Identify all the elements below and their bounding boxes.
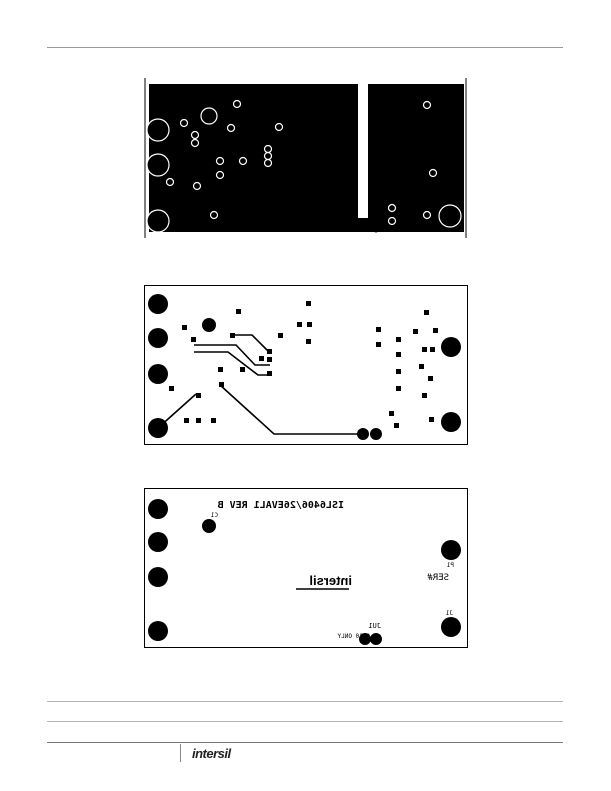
header-rule bbox=[47, 47, 563, 48]
pcb-bottom-layer-image bbox=[144, 285, 468, 445]
silkscreen-ser-label: SER# bbox=[427, 573, 449, 583]
footer-logo-separator bbox=[180, 744, 181, 762]
silkscreen-ref-p1: P1 bbox=[446, 562, 454, 569]
footer-brand-logo bbox=[180, 744, 260, 768]
pcb-ground-layer-image bbox=[144, 78, 468, 238]
silkscreen-board-title: ISL6406/26EVAL1 REV B bbox=[217, 500, 344, 511]
silkscreen-lot-text: 6410 ONLY bbox=[337, 633, 370, 640]
silkscreen-ref-j1: J1 bbox=[445, 610, 453, 617]
silkscreen-jumper-label: JU1 bbox=[368, 622, 381, 630]
silkscreen-ref-c1: C1 bbox=[210, 512, 218, 519]
footer-rule-1 bbox=[47, 701, 563, 702]
pcb-silkscreen-layer-image bbox=[144, 488, 468, 648]
footer-brand-text: intersil bbox=[192, 746, 231, 761]
footer-rule-2 bbox=[47, 721, 563, 722]
silkscreen-logo: intersil bbox=[309, 573, 352, 588]
footer-rule-3 bbox=[47, 742, 563, 743]
